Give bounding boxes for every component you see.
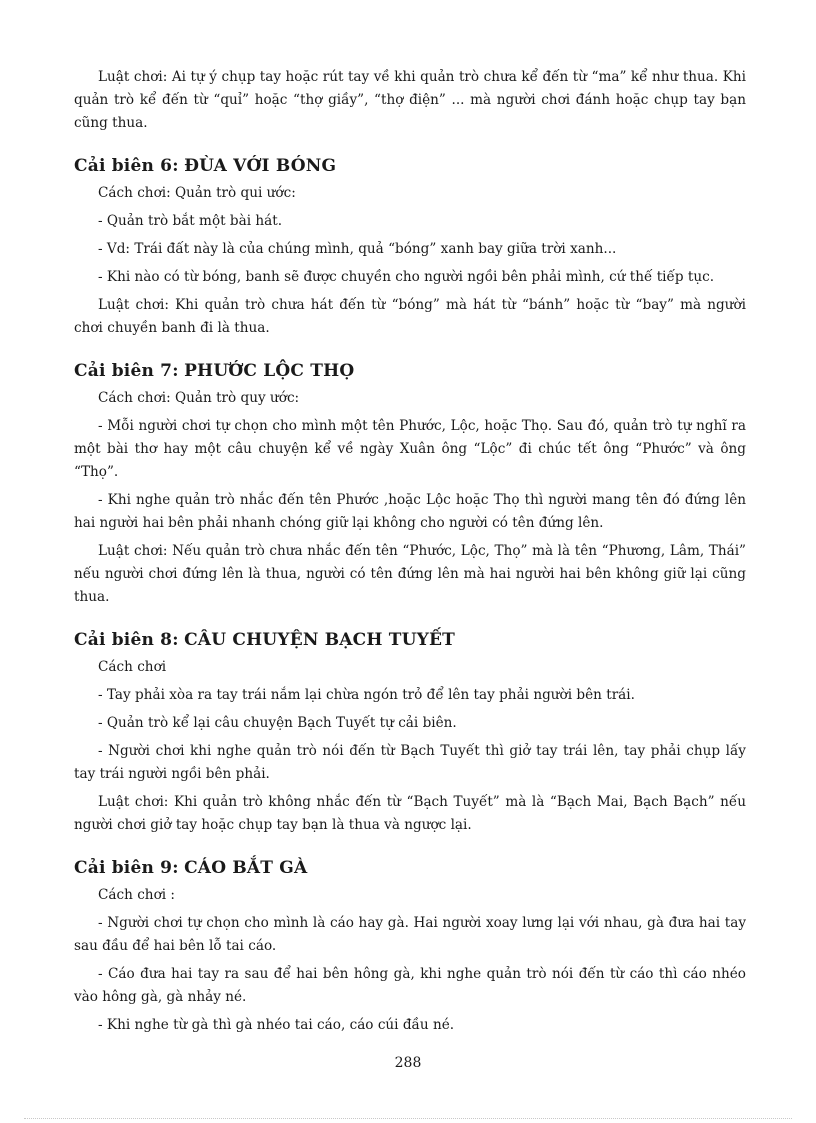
section-item: - Quản trò bắt một bài hát.	[98, 213, 283, 229]
section-cai-bien-6	[74, 154, 746, 340]
section-item: - Khi nghe từ gà thì gà nhéo tai cáo, cáo cúi đầu né.	[98, 1017, 455, 1033]
section-heading	[74, 359, 746, 383]
section-item: - Vd: Trái đất này là của chúng mình, quả “bóng” xanh bay giữa trời xanh...	[98, 241, 617, 257]
section-heading-title: ĐÙA VỚI BÓNG	[184, 156, 337, 176]
section-item: - Cáo đưa hai tay ra sau để hai bên hông gà, khi nghe quản trò nói đến từ cáo thì cáo nhéo vào hông gà, gà nhảy né.	[74, 966, 746, 1005]
section-cai-bien-9	[74, 856, 746, 1037]
section-item: - Quản trò kể lại câu chuyện Bạch Tuyết tự cải biên.	[98, 715, 457, 731]
section-item: - Mỗi người chơi tự chọn cho mình một tên Phước, Lộc, hoặc Thọ. Sau đó, quản trò tự nghĩ ra một bài thơ hay một câu chuyện kể về ngày Xuân ông “Lộc” đi chúc tết ông “Phước” và ông “Thọ”.	[74, 418, 746, 480]
section-heading-prefix: Cải biên 9:	[74, 858, 179, 878]
intro-rule: Luật chơi: Ai tự ý chụp tay hoặc rút tay về khi quản trò chưa kể đến từ “ma” kể như thua. Khi quản trò kể đến từ “quỉ” hoặc “thợ giầy”, “thợ điện” ... mà người chơi đánh hoặc chụp tay bạn cũng thua.	[74, 69, 746, 131]
section-heading-title: PHƯỚC LỘC THỌ	[184, 361, 355, 381]
document-page	[74, 66, 746, 1042]
page-bottom-divider	[24, 1118, 792, 1119]
section-item: - Khi nghe quản trò nhắc đến tên Phước ,hoặc Lộc hoặc Thọ thì người mang tên đó đứng lên hai người hai bên phải nhanh chóng giữ lại không cho người có tên đứng lên.	[74, 492, 746, 531]
section-heading-prefix: Cải biên 8:	[74, 630, 179, 650]
section-item: - Khi nào có từ bóng, banh sẽ được chuyền cho người ngồi bên phải mình, cứ thế tiếp tục.	[98, 269, 715, 285]
section-heading	[74, 856, 746, 880]
section-rule: Luật chơi: Khi quản trò chưa hát đến từ “bóng” mà hát từ “bánh” hoặc từ “bay” mà người chơi chuyền banh đi là thua.	[74, 297, 746, 336]
section-item: - Tay phải xòa ra tay trái nắm lại chừa ngón trỏ để lên tay phải người bên trái.	[98, 687, 635, 703]
section-howto: Cách chơi :	[98, 887, 175, 903]
section-item: - Người chơi khi nghe quản trò nói đến từ Bạch Tuyết thì giở tay trái lên, tay phải chụp lấy tay trái người ngồi bên phải.	[74, 743, 746, 782]
section-heading	[74, 628, 746, 652]
section-heading-title: CÁO BẮT GÀ	[184, 858, 308, 878]
section-heading-title: CÂU CHUYỆN BẠCH TUYẾT	[184, 630, 455, 650]
section-cai-bien-7	[74, 359, 746, 609]
section-heading-prefix: Cải biên 6:	[74, 156, 179, 176]
section-rule: Luật chơi: Khi quản trò không nhắc đến từ “Bạch Tuyết” mà là “Bạch Mai, Bạch Bạch” nếu người chơi giở tay hoặc chụp tay bạn là thua và ngược lại.	[74, 794, 746, 833]
page-number: 288	[394, 1055, 422, 1071]
section-rule: Luật chơi: Nếu quản trò chưa nhắc đến tên “Phước, Lộc, Thọ” mà là tên “Phương, Lâm, Thái” nếu người chơi đứng lên là thua, người có tên đứng lên mà hai người hai bên không giữ lại cũng thua.	[74, 543, 746, 605]
section-heading-prefix: Cải biên 7:	[74, 361, 179, 381]
section-howto: Cách chơi: Quản trò qui ước:	[98, 185, 296, 201]
section-howto: Cách chơi: Quản trò quy ước:	[98, 390, 300, 406]
section-item: - Người chơi tự chọn cho mình là cáo hay gà. Hai người xoay lưng lại với nhau, gà đưa hai tay sau đầu để hai bên lỗ tai cáo.	[74, 915, 746, 954]
section-howto: Cách chơi	[98, 659, 167, 675]
section-heading	[74, 154, 746, 178]
section-cai-bien-8	[74, 628, 746, 837]
